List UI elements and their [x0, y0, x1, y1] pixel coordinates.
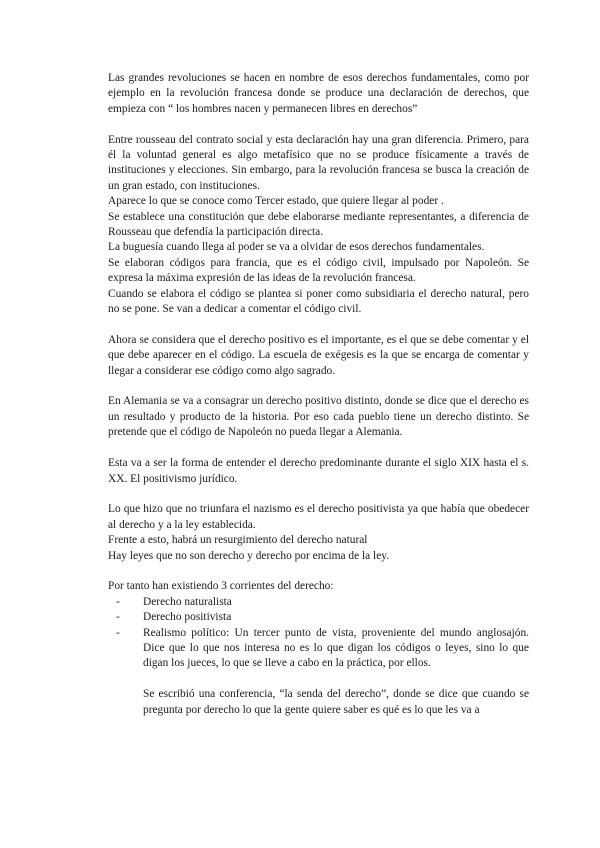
paragraph-line: Aparece lo que se conoce como Tercer estado, que quiere llegar al poder .: [108, 195, 444, 208]
list-item: [108, 626, 529, 672]
paragraph-line: Entre rousseau del contrato social y esta declaración hay una gran diferencia. Primero, para él la voluntad general es algo metafísico que no se produce físicamente a través de instituciones y elecciones. Sin embargo, para la revolución francesa se busca la creación de un gran estado, con instituciones.: [108, 133, 529, 192]
document-body: [108, 71, 529, 729]
paragraph-nazismo: [108, 502, 529, 564]
paragraph-revoluciones: [108, 71, 529, 117]
paragraph-line: La buguesía cuando llega al poder se va a olvidar de esos derechos fundamentales.: [108, 241, 485, 254]
paragraph-line: Ahora se considera que el derecho positivo es el importante, es el que se debe comentar y el que debe aparecer en el código. La escuela de exégesis es la que se encarga de comentar y llegar a considerar ese código como algo sagrado.: [108, 333, 529, 377]
list-item-text: Derecho naturalista: [143, 595, 232, 608]
list-item-text: Derecho positivista: [143, 611, 232, 624]
paragraph-alemania: [108, 394, 529, 440]
paragraph-line: Lo que hizo que no triunfara el nazismo es el derecho positivista ya que había que obedecer al derecho y a la ley establecida.: [108, 503, 529, 531]
list-marker: -: [116, 626, 120, 639]
paragraph-line: Cuando se elabora el código se plantea si poner como subsidiaria el derecho natural, pero no se pone. Se van a dedicar a comentar el código civil.: [108, 287, 529, 316]
paragraph-derecho-positivo: [108, 333, 529, 379]
paragraph-line: Esta va a ser la forma de entender el derecho predominante durante el siglo XIX hasta el s. XX. El positivismo jurídico.: [108, 457, 529, 485]
paragraph-line: Las grandes revoluciones se hacen en nombre de esos derechos fundamentales, como por ejemplo en la revolución francesa donde se produce una declaración de derechos, que empieza con “ los hombres nacen y permanecen libres en derechos”: [108, 72, 529, 115]
paragraph-positivismo: [108, 456, 529, 487]
paragraph-line: Frente a esto, habrá un resurgimiento del derecho natural: [108, 534, 368, 547]
corrientes-list: [108, 595, 529, 672]
paragraph-line: Se establece una constitución que debe elaborarse mediante representantes, a diferencia de Rousseau que defendía la participación directa.: [108, 210, 529, 239]
paragraph-line: Hay leyes que no son derecho y derecho por encima de la ley.: [108, 549, 390, 562]
final-paragraph: Se escribió una conferencia, “la senda del derecho”, donde se dice que cuando se pregunta por derecho lo que la gente quiere saber es qué es lo que les va a: [143, 688, 529, 716]
list-item: [108, 610, 529, 625]
paragraph-line: En Alemania se va a consagrar un derecho positivo distinto, donde se dice que el derecho es un resultado y producto de la historia. Por eso cada pueblo tiene un derecho distinto. Se pretende que el código de Napoleón no pueda llegar a Alemania.: [108, 395, 529, 439]
paragraph-rousseau: [108, 133, 529, 318]
list-marker: -: [116, 611, 120, 624]
list-intro: Por tanto han existiendo 3 corrientes del derecho:: [108, 580, 334, 593]
list-marker: -: [116, 595, 120, 608]
paragraph-line: Se elaboran códigos para francia, que es el código civil, impulsado por Napoleón. Se expresa la máxima expresión de las ideas de la revolución francesa.: [108, 256, 529, 285]
list-item: [108, 595, 529, 610]
list-item-text: Realismo político: Un tercer punto de vista, proveniente del mundo anglosajón. Dice que lo que nos interesa no es lo que digan los códigos o leyes, sino lo que digan los jueces, lo que se lleve a cabo en la práctica, por ellos.: [143, 626, 529, 670]
